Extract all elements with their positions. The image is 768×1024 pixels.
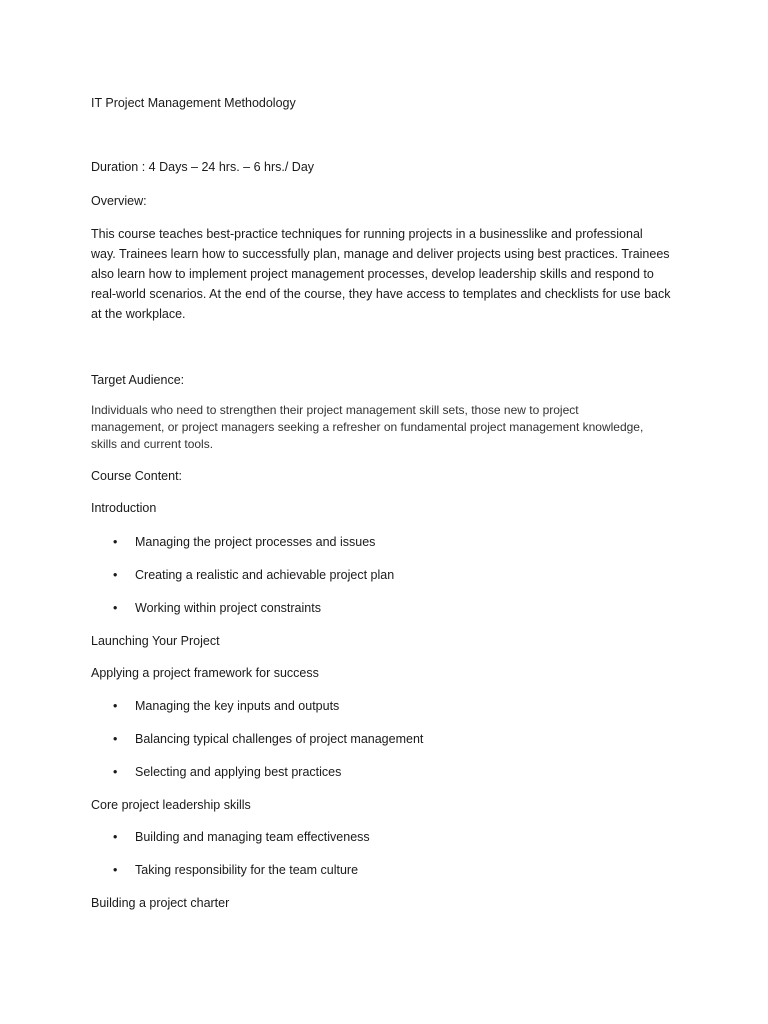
list-item <box>113 830 370 844</box>
target-audience-heading: Target Audience: <box>91 373 185 387</box>
list-item <box>113 699 339 713</box>
list-item <box>113 732 423 746</box>
list-item-text: Taking responsibility for the team culture <box>135 863 359 877</box>
list-item-text: Selecting and applying best practices <box>135 765 342 779</box>
target-audience-paragraph <box>91 402 643 453</box>
list-item <box>113 601 321 615</box>
bullet-icon: • <box>113 699 118 713</box>
leadership-heading: Core project leadership skills <box>91 798 251 812</box>
document-title: IT Project Management Methodology <box>91 96 296 110</box>
overview-paragraph <box>91 224 691 324</box>
course-content-heading: Course Content: <box>91 469 183 483</box>
overview-heading: Overview: <box>91 194 147 208</box>
launching-heading: Launching Your Project <box>91 634 220 648</box>
list-item-text: Balancing typical challenges of project management <box>135 732 424 746</box>
list-item <box>113 568 394 582</box>
overview-line: also learn how to implement project management processes, develop leadership skills and respond to <box>91 267 654 281</box>
list-item-text: Working within project constraints <box>135 601 321 615</box>
list-item <box>113 765 341 779</box>
audience-line: Individuals who need to strengthen their project management skill sets, those new to project <box>91 403 579 417</box>
audience-line: management, or project managers seeking a refresher on fundamental project management knowledge, <box>91 420 644 434</box>
framework-heading: Applying a project framework for success <box>91 666 319 680</box>
overview-line: at the workplace. <box>91 307 186 321</box>
list-item <box>113 863 358 877</box>
bullet-icon: • <box>113 535 118 549</box>
list-item-text: Managing the key inputs and outputs <box>135 699 340 713</box>
list-item <box>113 535 375 549</box>
list-item-text: Creating a realistic and achievable project plan <box>135 568 395 582</box>
bullet-icon: • <box>113 601 118 615</box>
overview-line: real-world scenarios. At the end of the course, they have access to templates and checklists for use back <box>91 287 671 301</box>
duration-text: Duration : 4 Days – 24 hrs. – 6 hrs./ Day <box>91 160 315 174</box>
overview-line: way. Trainees learn how to successfully plan, manage and deliver projects using best practices. Trainees <box>91 247 670 261</box>
list-item-text: Managing the project processes and issues <box>135 535 376 549</box>
bullet-icon: • <box>113 765 118 779</box>
charter-heading: Building a project charter <box>91 896 230 910</box>
bullet-icon: • <box>113 732 118 746</box>
bullet-icon: • <box>113 568 118 582</box>
bullet-icon: • <box>113 830 118 844</box>
audience-line: skills and current tools. <box>91 437 214 451</box>
overview-line: This course teaches best-practice techniques for running projects in a businesslike and professional <box>91 227 643 241</box>
list-item-text: Building and managing team effectiveness <box>135 830 370 844</box>
bullet-icon: • <box>113 863 118 877</box>
introduction-heading: Introduction <box>91 501 157 515</box>
